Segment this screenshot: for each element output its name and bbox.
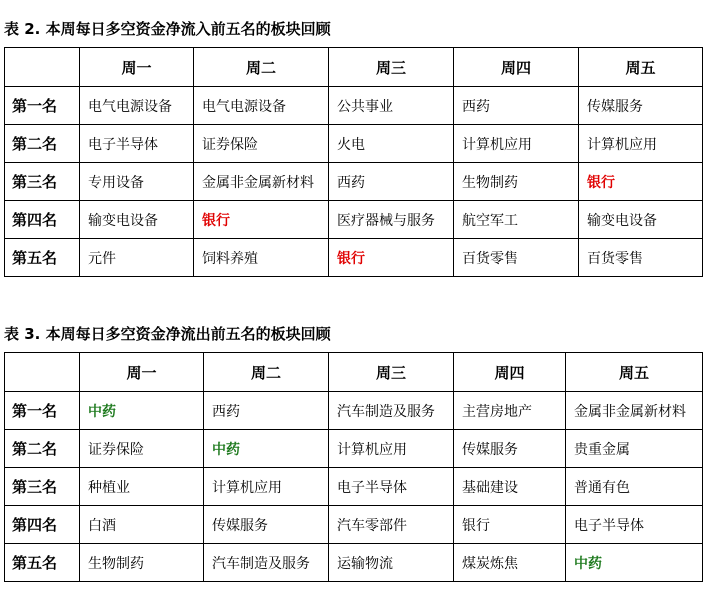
header-thursday: 周四 [454, 48, 579, 87]
rank-label: 第五名 [5, 544, 80, 582]
header-monday: 周一 [80, 48, 194, 87]
table-cell: 公共事业 [329, 87, 454, 125]
table-cell: 贵重金属 [566, 430, 703, 468]
table-row [5, 201, 703, 239]
header-tuesday: 周二 [194, 48, 329, 87]
table-cell: 西药 [329, 163, 454, 201]
table-cell: 输变电设备 [579, 201, 703, 239]
header-thursday: 周四 [454, 353, 566, 392]
header-friday: 周五 [579, 48, 703, 87]
table-row [5, 163, 703, 201]
table-row [5, 468, 703, 506]
table-cell: 航空军工 [454, 201, 579, 239]
table-cell: 元件 [80, 239, 194, 277]
header-monday: 周一 [80, 353, 204, 392]
table-cell: 主营房地产 [454, 392, 566, 430]
header-corner [5, 353, 80, 392]
table-cell-highlight: 银行 [329, 239, 454, 277]
table-cell: 百货零售 [579, 239, 703, 277]
table-cell: 西药 [454, 87, 579, 125]
table-cell: 证券保险 [194, 125, 329, 163]
header-corner [5, 48, 80, 87]
table-cell: 百货零售 [454, 239, 579, 277]
table-cell: 传媒服务 [579, 87, 703, 125]
table-header-row [5, 353, 703, 392]
table-cell: 煤炭炼焦 [454, 544, 566, 582]
table-cell-highlight: 中药 [566, 544, 703, 582]
table-cell: 专用设备 [80, 163, 194, 201]
table-row [5, 125, 703, 163]
header-wednesday: 周三 [329, 48, 454, 87]
rank-label: 第二名 [5, 430, 80, 468]
table-cell: 医疗器械与服务 [329, 201, 454, 239]
table-cell: 计算机应用 [579, 125, 703, 163]
table-cell: 计算机应用 [204, 468, 329, 506]
table-cell: 金属非金属新材料 [194, 163, 329, 201]
table-cell: 火电 [329, 125, 454, 163]
table-cell: 普通有色 [566, 468, 703, 506]
table-cell-highlight: 银行 [194, 201, 329, 239]
table-cell: 西药 [204, 392, 329, 430]
rank-label: 第四名 [5, 201, 80, 239]
table-cell: 银行 [454, 506, 566, 544]
table2-caption: 表 2. 本周每日多空资金净流入前五名的板块回顾 [4, 20, 331, 38]
table-cell: 传媒服务 [204, 506, 329, 544]
table-cell-highlight: 银行 [579, 163, 703, 201]
outflow-table [4, 352, 703, 582]
table-header-row [5, 48, 703, 87]
header-tuesday: 周二 [204, 353, 329, 392]
table-cell: 电子半导体 [329, 468, 454, 506]
table3-caption: 表 3. 本周每日多空资金净流出前五名的板块回顾 [4, 325, 331, 343]
table-cell: 运输物流 [329, 544, 454, 582]
rank-label: 第二名 [5, 125, 80, 163]
table-row [5, 430, 703, 468]
table-cell: 电子半导体 [80, 125, 194, 163]
table-cell: 生物制药 [80, 544, 204, 582]
table-cell: 汽车制造及服务 [329, 392, 454, 430]
rank-label: 第四名 [5, 506, 80, 544]
table-row [5, 239, 703, 277]
table-cell: 饲料养殖 [194, 239, 329, 277]
rank-label: 第五名 [5, 239, 80, 277]
table-cell: 生物制药 [454, 163, 579, 201]
table-cell-highlight: 中药 [204, 430, 329, 468]
table-cell: 汽车零部件 [329, 506, 454, 544]
table-row [5, 392, 703, 430]
table-cell-highlight: 中药 [80, 392, 204, 430]
table-row [5, 87, 703, 125]
table-cell: 输变电设备 [80, 201, 194, 239]
table-cell: 计算机应用 [329, 430, 454, 468]
table-row [5, 506, 703, 544]
header-friday: 周五 [566, 353, 703, 392]
table-cell: 种植业 [80, 468, 204, 506]
rank-label: 第三名 [5, 163, 80, 201]
table-cell: 基础建设 [454, 468, 566, 506]
table-cell: 证券保险 [80, 430, 204, 468]
table-cell: 电子半导体 [566, 506, 703, 544]
header-wednesday: 周三 [329, 353, 454, 392]
table-cell: 汽车制造及服务 [204, 544, 329, 582]
rank-label: 第三名 [5, 468, 80, 506]
table-cell: 电气电源设备 [194, 87, 329, 125]
rank-label: 第一名 [5, 87, 80, 125]
table-cell: 白酒 [80, 506, 204, 544]
table-cell: 电气电源设备 [80, 87, 194, 125]
table-cell: 金属非金属新材料 [566, 392, 703, 430]
rank-label: 第一名 [5, 392, 80, 430]
table-cell: 计算机应用 [454, 125, 579, 163]
table-cell: 传媒服务 [454, 430, 566, 468]
inflow-table [4, 47, 703, 277]
table-row [5, 544, 703, 582]
